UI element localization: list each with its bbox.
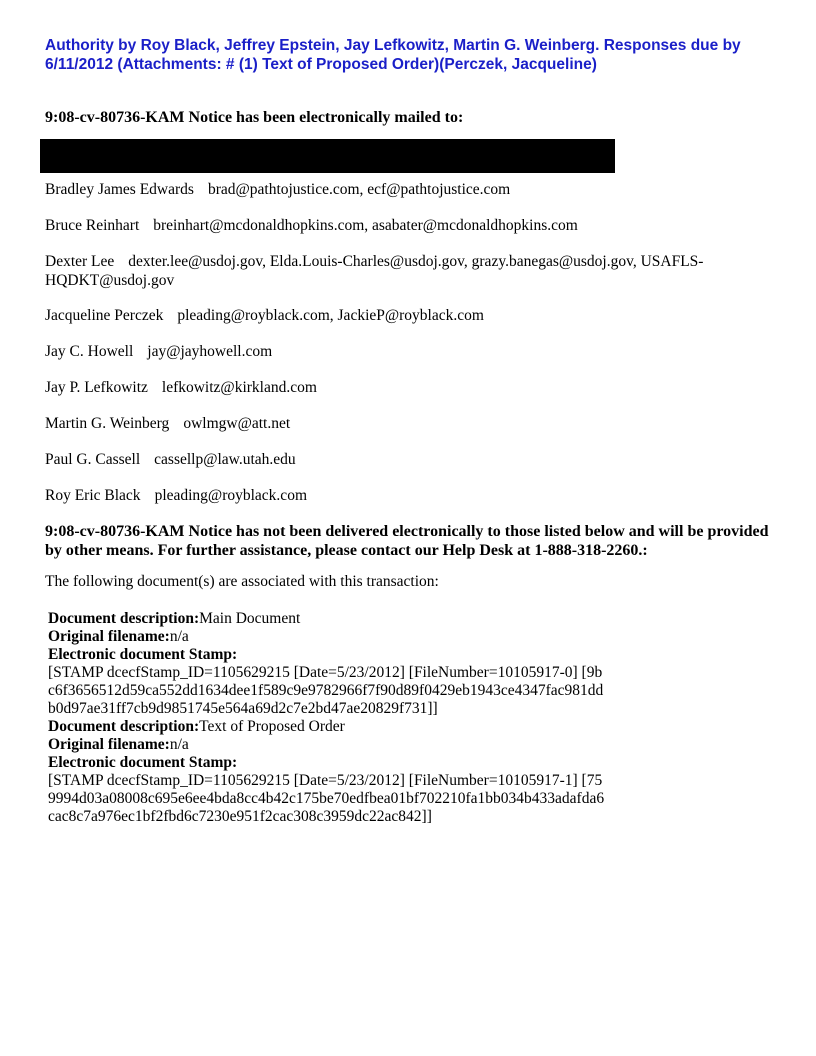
stamp-label: Electronic document Stamp: [48,754,238,771]
recipient-name: Bruce Reinhart [45,217,140,234]
recipient-emails[interactable]: owlmgw@att.net [183,415,291,432]
recipient-row [45,306,765,325]
recipient-row [45,378,765,397]
recipient-emails[interactable]: brad@pathtojustice.com, ecf@pathtojustice.com [207,181,511,198]
document-entry [48,718,608,826]
docket-entry-text: Authority by Roy Black, Jeffrey Epstein, Jay Lefkowitz, Martin G. Weinberg. Responses due by 6/11/2012 (Attachments: # (1) Text of Proposed Order)(Perczek, Jacqueline) [45,37,741,73]
recipient-row [45,414,765,433]
document-filename: n/a [169,628,189,645]
recipient-name: Paul G. Cassell [45,451,141,468]
document-list [48,610,608,826]
recipient-emails[interactable]: pleading@royblack.com [154,487,307,504]
recipient-name: Jay C. Howell [45,343,134,360]
document-description: Main Document [199,610,301,627]
recipient-row [45,180,765,199]
recipient-emails[interactable]: lefkowitz@kirkland.com [161,379,317,396]
mailed-heading: 9:08-cv-80736-KAM Notice has been electronically mailed to: [45,109,464,126]
recipient-row [45,252,765,290]
recipient-name: Martin G. Weinberg [45,415,170,432]
document-description: Text of Proposed Order [199,718,345,735]
recipient-name: Jacqueline Perczek [45,307,164,324]
recipient-row [45,486,765,505]
filename-label: Original filename: [48,736,170,753]
document-filename: n/a [169,736,189,753]
recipient-emails[interactable]: breinhart@mcdonaldhopkins.com, asabater@mcdonaldhopkins.com [153,217,578,234]
redaction-bar [40,139,615,173]
not-delivered-heading: 9:08-cv-80736-KAM Notice has not been delivered electronically to those listed below and will be provided by other means. For further assistance, please contact our Help Desk at 1-888-318-2260.: [45,523,769,559]
stamp-label: Electronic document Stamp: [48,646,238,663]
description-label: Document description: [48,718,200,735]
filename-label: Original filename: [48,628,170,645]
recipient-row [45,450,765,469]
associated-documents-text: The following document(s) are associated with this transaction: [45,573,439,590]
recipient-emails[interactable]: jay@jayhowell.com [147,343,273,360]
recipient-name: Dexter Lee [45,253,115,270]
description-label: Document description: [48,610,200,627]
recipient-name: Jay P. Lefkowitz [45,379,148,396]
recipient-name: Bradley James Edwards [45,181,194,198]
document-entry [48,610,608,718]
recipient-emails[interactable]: dexter.lee@usdoj.gov, Elda.Louis-Charles@usdoj.gov, grazy.banegas@usdoj.gov, USAFLS-HQDKT@usdoj.gov [45,253,704,289]
recipient-row [45,342,765,361]
document-stamp: [STAMP dcecfStamp_ID=1105629215 [Date=5/23/2012] [FileNumber=10105917-1] [759994d03a08008c695e6ee4bda8cc4b42c175be70edfbea01bf702210fa1bb034b433adafda6cac8c7a976ec1bf2fbd6c7230e951f2cac308c3959dc22ac842]] [48,772,605,825]
recipient-name: Roy Eric Black [45,487,141,504]
recipient-emails[interactable]: pleading@royblack.com, JackieP@royblack.com [177,307,484,324]
document-stamp: [STAMP dcecfStamp_ID=1105629215 [Date=5/23/2012] [FileNumber=10105917-0] [9bc6f3656512d59ca552dd1634dee1f589c9e9782966f7f90d89f0429eb1943ce4347fac981ddb0d97ae31ff7cb9d9851745e564a69d2c7e2bd47ae20829f731]] [48,664,604,717]
recipient-row [45,216,765,235]
recipient-emails[interactable]: cassellp@law.utah.edu [154,451,296,468]
